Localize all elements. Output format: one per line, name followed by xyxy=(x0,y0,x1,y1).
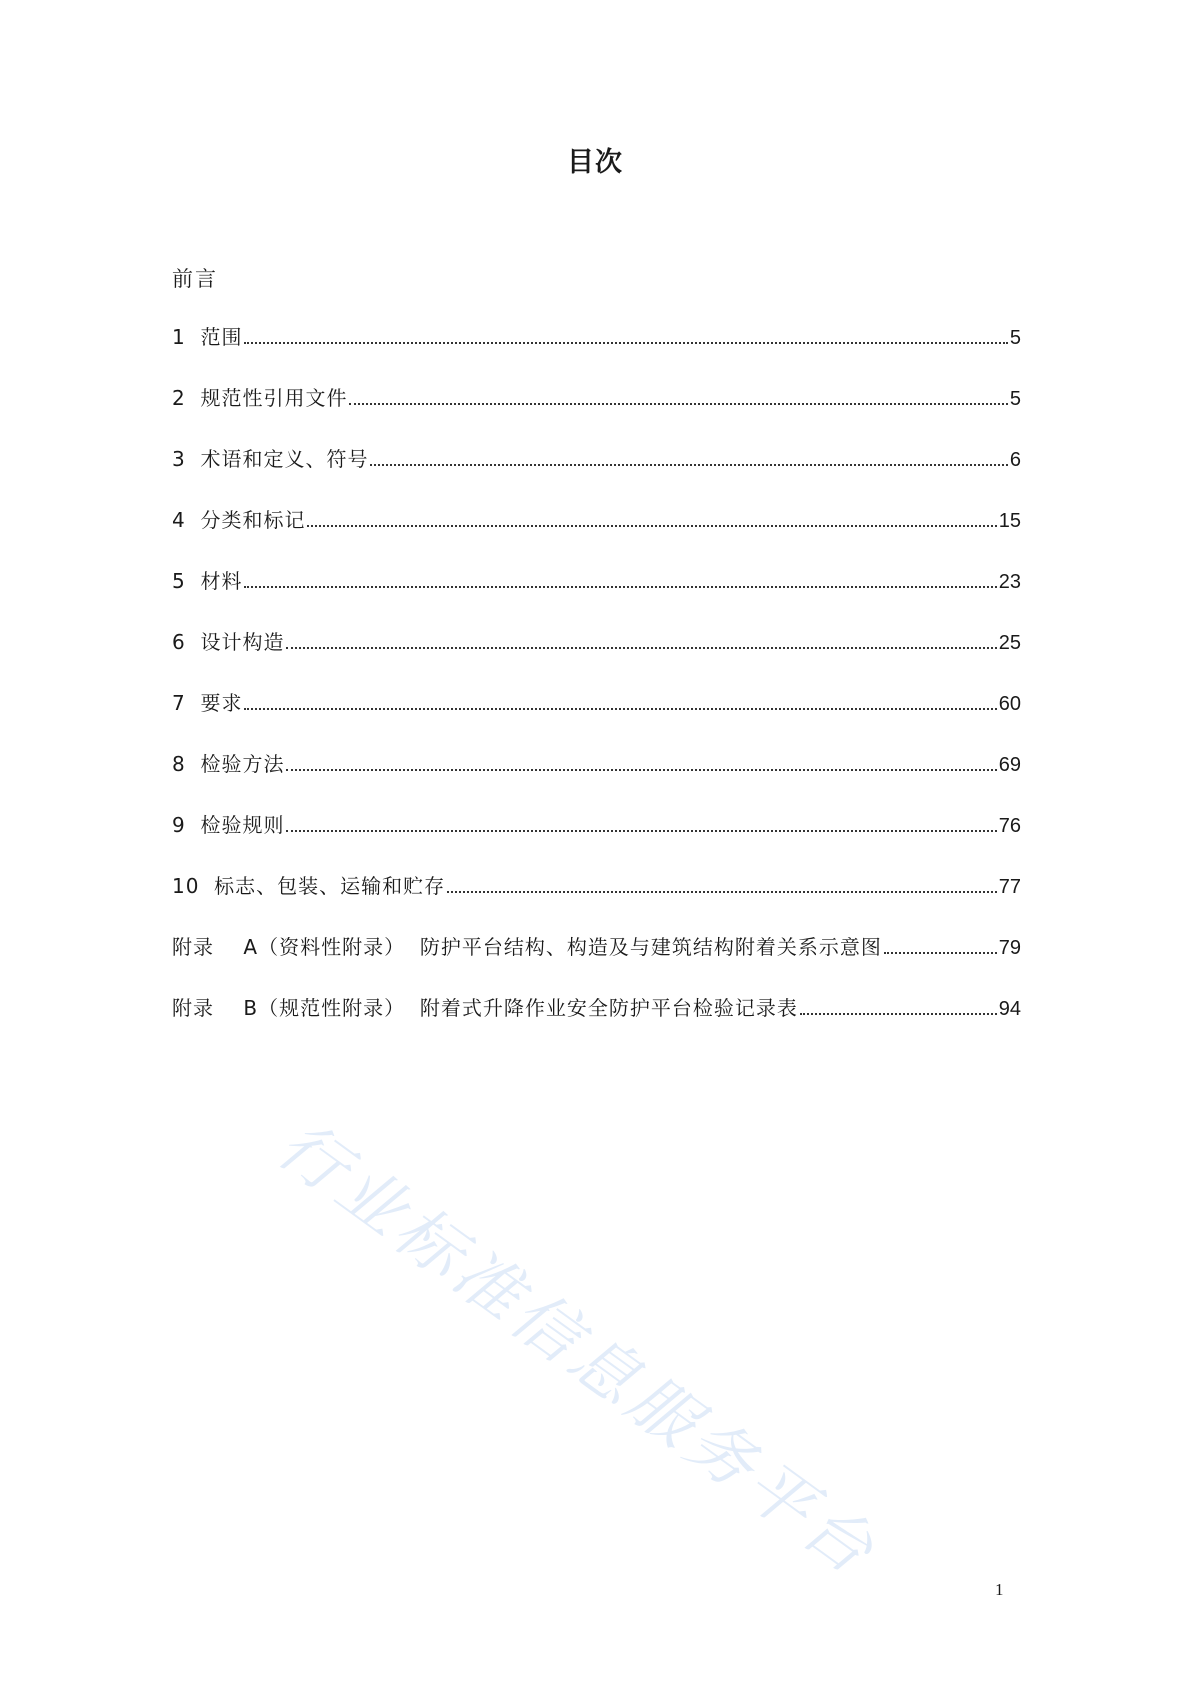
toc-leader-dots xyxy=(307,524,996,527)
toc-entry[interactable] xyxy=(172,872,1021,933)
toc-entry-page: 77 xyxy=(998,876,1021,898)
toc-entry-label: 9 检验规则 xyxy=(172,813,285,837)
toc-leader-dots xyxy=(244,707,996,710)
toc-entry-page: 6 xyxy=(1009,449,1021,471)
page-number: 1 xyxy=(995,1580,1004,1599)
toc-entry-appendix[interactable] xyxy=(172,994,1021,1055)
toc-entry-page: 79 xyxy=(998,937,1021,959)
table-of-contents xyxy=(172,323,1021,1055)
toc-entry-label: 2 规范性引用文件 xyxy=(172,386,348,410)
toc-entry-label: 附录 A（资料性附录） 防护平台结构、构造及与建筑结构附着关系示意图 xyxy=(172,935,882,959)
toc-leader-dots xyxy=(286,646,996,649)
watermark-text: 行业标准信息服务平台 xyxy=(263,1106,892,1592)
toc-entry[interactable] xyxy=(172,506,1021,567)
toc-entry[interactable] xyxy=(172,445,1021,506)
toc-entry[interactable] xyxy=(172,811,1021,872)
toc-leader-dots xyxy=(370,463,1007,466)
toc-entry-label: 5 材料 xyxy=(172,569,243,593)
toc-leader-dots xyxy=(286,768,996,771)
toc-entry-page: 60 xyxy=(998,693,1021,715)
toc-entry-page: 94 xyxy=(998,998,1021,1020)
toc-entry-label: 1 范围 xyxy=(172,325,243,349)
toc-entry-label: 4 分类和标记 xyxy=(172,508,306,532)
toc-entry-label: 10 标志、包装、运输和贮存 xyxy=(172,874,446,898)
toc-entry-label: 6 设计构造 xyxy=(172,630,285,654)
toc-entry-label: 8 检验方法 xyxy=(172,752,285,776)
toc-leader-dots xyxy=(884,951,997,954)
toc-entry-label: 7 要求 xyxy=(172,691,243,715)
toc-entry-page: 69 xyxy=(998,754,1021,776)
toc-entry-page: 15 xyxy=(998,510,1021,532)
toc-entry-page: 25 xyxy=(998,632,1021,654)
toc-entry-page: 5 xyxy=(1009,327,1021,349)
toc-entry-page: 5 xyxy=(1009,388,1021,410)
toc-leader-dots xyxy=(244,585,996,588)
toc-leader-dots xyxy=(447,890,997,893)
toc-entry-page: 76 xyxy=(998,815,1021,837)
toc-leader-dots xyxy=(800,1012,997,1015)
toc-leader-dots xyxy=(286,829,996,832)
toc-entry[interactable] xyxy=(172,323,1021,384)
toc-entry[interactable] xyxy=(172,689,1021,750)
toc-entry-page: 23 xyxy=(998,571,1021,593)
toc-entry[interactable] xyxy=(172,384,1021,445)
toc-entry-label: 附录 B（规范性附录） 附着式升降作业安全防护平台检验记录表 xyxy=(172,996,798,1020)
toc-entry[interactable] xyxy=(172,750,1021,811)
toc-preface: 前言 xyxy=(172,267,218,291)
toc-entry-appendix[interactable] xyxy=(172,933,1021,994)
toc-leader-dots xyxy=(349,402,1007,405)
page-title: 目次 xyxy=(567,147,623,178)
toc-leader-dots xyxy=(244,341,1007,344)
toc-entry[interactable] xyxy=(172,628,1021,689)
toc-entry[interactable] xyxy=(172,567,1021,628)
toc-entry-label: 3 术语和定义、符号 xyxy=(172,447,369,471)
